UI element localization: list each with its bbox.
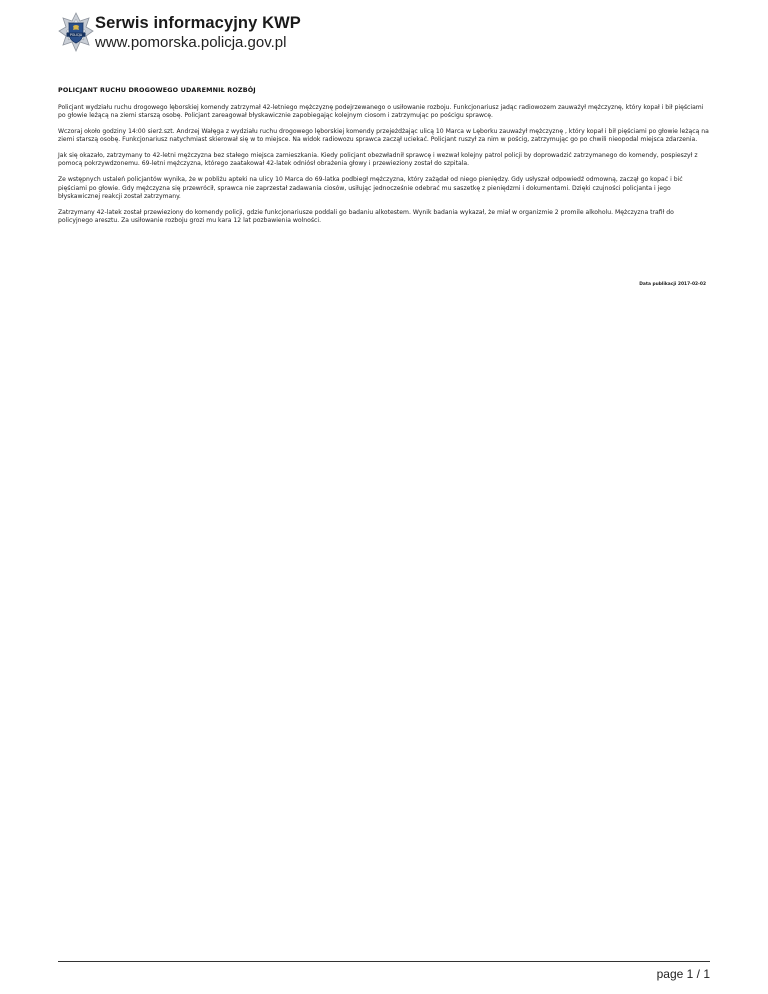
site-header xyxy=(58,12,518,62)
article-paragraph-4: Ze wstępnych ustaleń policjantów wynika, że w pobliżu apteki na ulicy 10 Marca do 69-latka podbiegł mężczyzna, który zażądał od niego pieniędzy. Gdy usłyszał odpowiedź odmowną, zaczął go kopać i bić pięściami po głowie. Gdy mężczyzna się przewrócił, sprawca nie zaprzestał zadawania ciosów, usiłując jednocześnie odebrać mu saszetkę z pieniędzmi i dokumentami. Dzięki czujności policjanta i jego błyskawicznej reakcji został zatrzymany. xyxy=(58,176,683,200)
article-paragraph-5: Zatrzymany 42-latek został przewieziony do komendy policji, gdzie funkcjonariusze poddali go badaniu alkotestem. Wynik badania wykazał, że miał w organizmie 2 promile alkoholu. Mężczyzna trafił do policyjnego aresztu. Za usiłowanie rozboju grozi mu kara 12 lat pozbawienia wolności. xyxy=(58,208,674,224)
article-paragraph-2: Wczoraj około godziny 14:00 sierż.szt. Andrzej Wałęga z wydziału ruchu drogowego lęborskiej komendy przejeżdżając ulicą 10 Marca w Lęborku zauważył mężczyznę , który kopał i bił pięściami po głowie leżącą na ziemi starszą osobę. Funkcjonariusz natychmiast skierował się w to miejsce. Na widok radiowozu sprawca zaczął uciekać. Policjant ruszył za nim w pościg, zatrzymując go po chwili nieopodal miejsca zdarzenia. xyxy=(58,128,709,144)
logo-text: POLICJA xyxy=(69,32,83,37)
article xyxy=(58,86,710,233)
site-title: Serwis informacyjny KWP xyxy=(95,14,301,32)
article-paragraph-1: Policjant wydziału ruchu drogowego lęborskiej komendy zatrzymał 42-letniego mężczyznę podejrzewanego o usiłowanie rozboju. Funkcjonariusz jadąc radiowozem zauważył mężczyznę, który kopał i bił pięściami po głowie leżącą na ziemi starszą osobę. Policjant zareagował błyskawicznie zapobiegając kolejnym ciosom i zatrzymując po pościgu sprawcę. xyxy=(58,104,704,120)
article-paragraph-3: Jak się okazało, zatrzymany to 42-letni mężczyzna bez stałego miejsca zamieszkania. Kiedy policjant obezwładnił sprawcę i wezwał kolejny patrol policji by doprowadzić zatrzymanego do komendy, pospieszył z pomocą pokrzywdzonemu. 69-letni mężczyzna, którego zaatakował 42-latek odniósł obrażenia głowy i przewieziony został do szpitala. xyxy=(58,152,698,168)
police-star-badge-icon xyxy=(58,12,94,54)
publication-date: Data publikacji 2017-02-02 xyxy=(639,282,706,287)
footer-divider xyxy=(58,961,710,962)
site-url[interactable]: www.pomorska.policja.gov.pl xyxy=(95,34,287,51)
page-number: page 1 / 1 xyxy=(656,967,710,981)
article-title: POLICJANT RUCHU DROGOWEGO UDAREMNIŁ ROZBÓJ xyxy=(58,86,256,94)
